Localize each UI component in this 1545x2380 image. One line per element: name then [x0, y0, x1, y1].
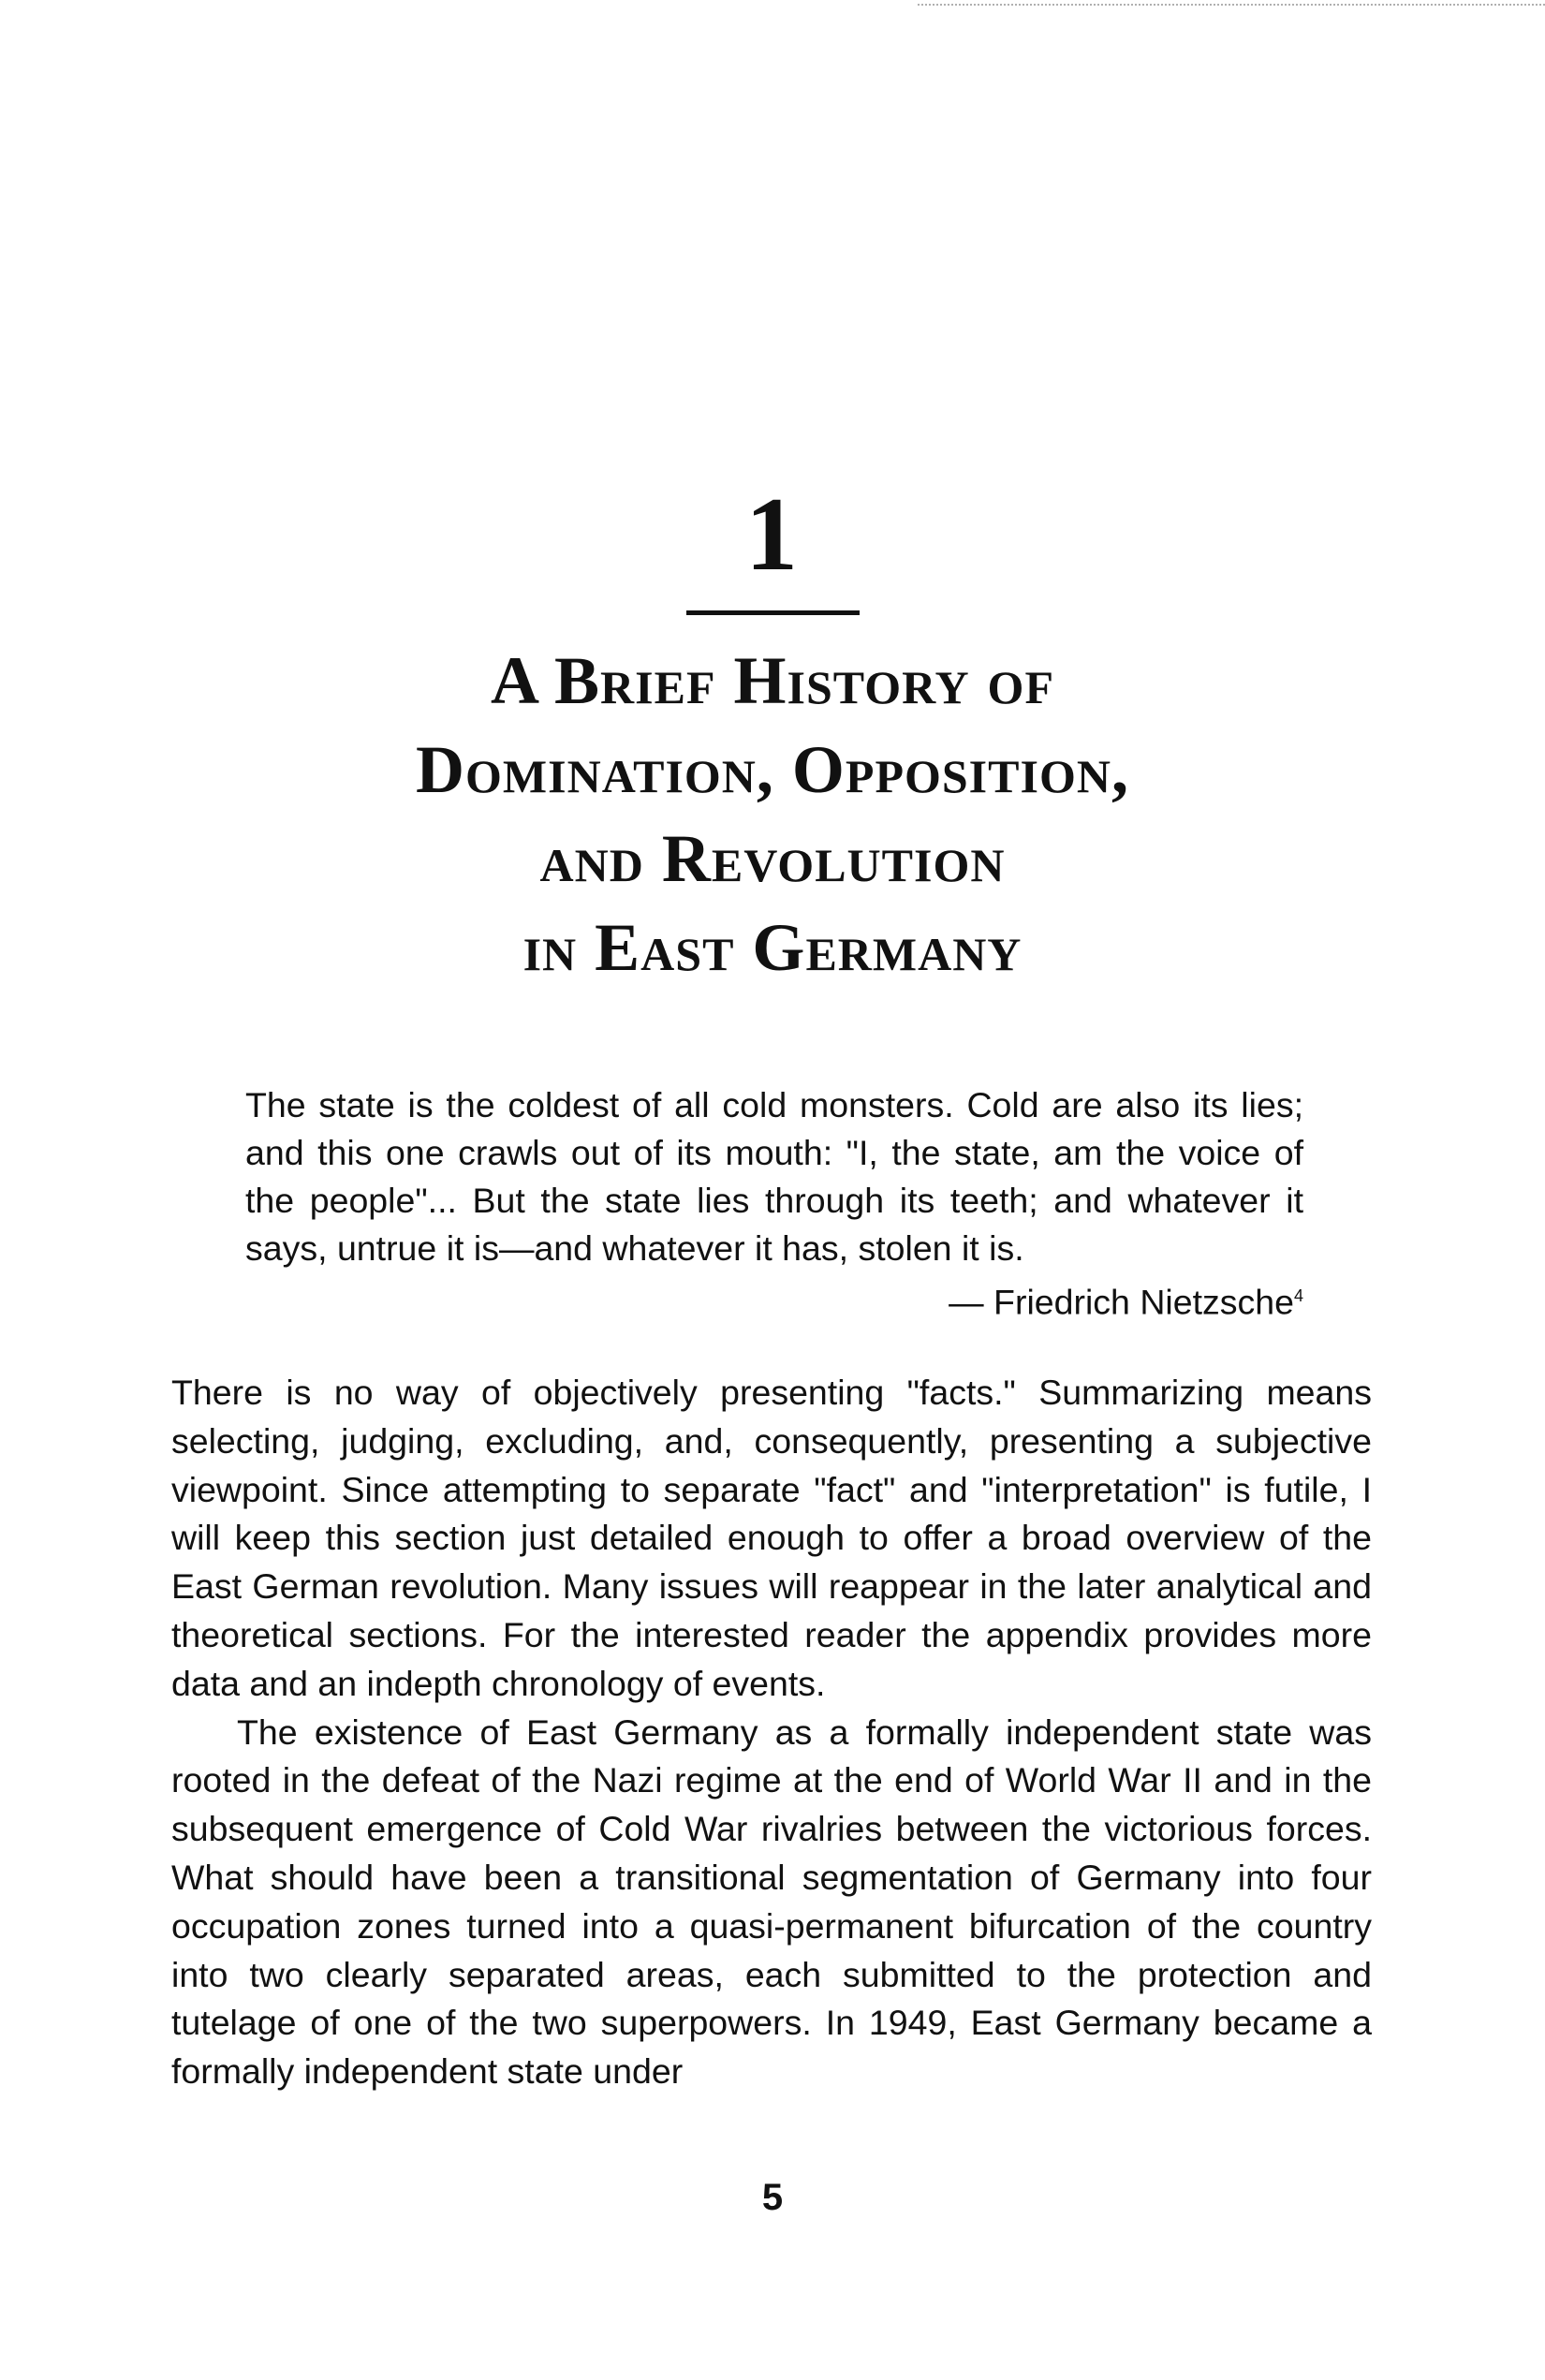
body-text	[171, 1369, 1372, 2096]
body-paragraph: The existence of East Germany as a formally independent state was rooted in the defeat of the Nazi regime at the end of World War II and in the subsequent emergence of Cold War rivalries between the victorious forces. What should have been a transitional segmentation of Germany into four occupation zones turned into a quasi-permanent bifurcation of the country into two clearly separated areas, each submitted to the protection and tutelage of one of the two superpowers. In 1949, East Germany became a formally independent state under	[171, 1712, 1372, 2092]
chapter-number-rule	[686, 610, 860, 615]
chapter-title	[0, 637, 1545, 992]
chapter-title-line: and Revolution	[539, 821, 1006, 896]
top-edge-rule	[918, 4, 1545, 6]
chapter-title-line: in East Germany	[522, 910, 1023, 985]
chapter-title-line: A Brief History of	[490, 643, 1054, 718]
chapter-title-line: Domination, Opposition,	[416, 732, 1129, 807]
page-number: 5	[761, 2177, 784, 2218]
chapter-number: 1	[745, 477, 800, 593]
epigraph-attribution	[245, 1272, 1303, 1327]
footnote-marker: 4	[1293, 1286, 1303, 1305]
epigraph	[245, 1081, 1303, 1327]
epigraph-quote: The state is the coldest of all cold monsters. Cold are also its lies; and this one crawls out of its mouth: "I, the state, am the voice of the people"... But the state lies through its teeth; and whatever it says, untrue it is—and whatever it has, stolen it is.	[245, 1085, 1303, 1268]
epigraph-author: — Friedrich Nietzsche	[949, 1282, 1294, 1322]
body-paragraph: There is no way of objectively presenting "facts." Summarizing means selecting, judging, excluding, and, consequently, presenting a subjective viewpoint. Since attempting to separate "fact" and "interpretation" is futile, I will keep this section just detailed enough to offer a broad overview of the East German revolution. Many issues will reappear in the later analytical and theoretical sections. For the interested reader the appendix provides more data and an indepth chronology of events.	[171, 1373, 1372, 1703]
